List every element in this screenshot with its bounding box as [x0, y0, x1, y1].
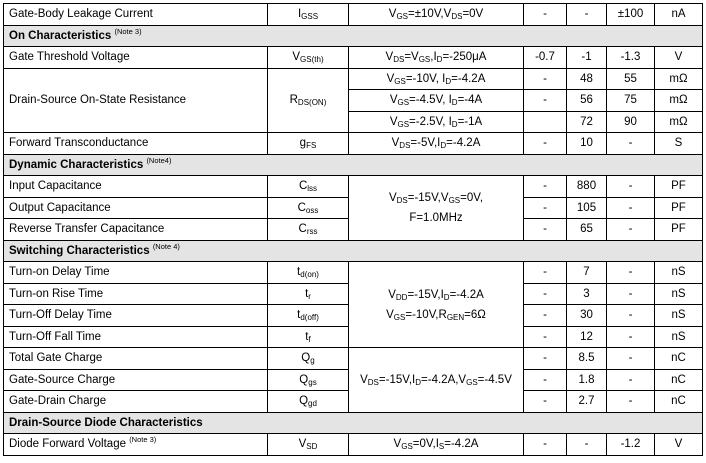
unit: V	[655, 434, 703, 456]
max-value: 75	[607, 90, 655, 112]
min-value: -	[524, 326, 567, 348]
unit: nA	[655, 4, 703, 26]
max-value: -	[607, 391, 655, 413]
condition: $V_{GS}=0V,I_S=-4.2A$	[349, 434, 524, 456]
condition: $V_{DS}=-15V,I_D=-4.2A,V_{GS}=-4.5V$	[349, 348, 524, 413]
symbol: $t_{d(on)}$	[268, 262, 349, 284]
symbol: $Q_{gs}$	[268, 369, 349, 391]
param-name: Gate-Body Leakage Current	[4, 4, 268, 26]
unit: PF	[655, 176, 703, 198]
table-row	[4, 176, 703, 198]
max-value: ±100	[607, 4, 655, 26]
min-value: -	[524, 283, 567, 305]
param-name: Reverse Transfer Capacitance	[4, 219, 268, 241]
max-value: -	[607, 197, 655, 219]
typ-value: 880	[567, 176, 607, 198]
param-name: Total Gate Charge	[4, 348, 268, 370]
min-value: -	[524, 4, 567, 26]
typ-value: 72	[567, 111, 607, 133]
condition: $V_{DS}=V_{GS},I_D=-250\mu A$	[349, 47, 524, 69]
max-value: -1.2	[607, 434, 655, 456]
condition: $V_{GS}=\pm 10V,V_{DS}=0V$	[349, 4, 524, 26]
max-value: -	[607, 133, 655, 155]
min-value: -	[524, 68, 567, 90]
max-value: -	[607, 262, 655, 284]
min-value: -0.7	[524, 47, 567, 69]
unit: V	[655, 47, 703, 69]
unit: nS	[655, 283, 703, 305]
max-value: -	[607, 283, 655, 305]
typ-value: -	[567, 434, 607, 456]
typ-value: 30	[567, 305, 607, 327]
unit: mΩ	[655, 90, 703, 112]
condition: $V_{DS}=-5V,I_D=-4.2A$	[349, 133, 524, 155]
min-value: -	[524, 90, 567, 112]
max-value: -	[607, 369, 655, 391]
param-name: Drain-Source On-State Resistance	[4, 68, 268, 133]
table-row	[4, 47, 703, 69]
typ-value: 65	[567, 219, 607, 241]
unit: S	[655, 133, 703, 155]
symbol: $C_{rss}$	[268, 219, 349, 241]
param-name: Output Capacitance	[4, 197, 268, 219]
min-value: -	[524, 305, 567, 327]
symbol: $I_{GSS}$	[268, 4, 349, 26]
param-name: Turn-on Rise Time	[4, 283, 268, 305]
param-name: Gate-Source Charge	[4, 369, 268, 391]
max-value: 55	[607, 68, 655, 90]
symbol: $V_{GS(th)}$	[268, 47, 349, 69]
param-name: Gate Threshold Voltage	[4, 47, 268, 69]
typ-value: 8.5	[567, 348, 607, 370]
unit: nS	[655, 262, 703, 284]
section-header-switching	[4, 240, 703, 262]
table-row	[4, 434, 703, 456]
max-value: -	[607, 348, 655, 370]
symbol: $C_{lss}$	[268, 176, 349, 198]
param-name: Turn-Off Delay Time	[4, 305, 268, 327]
symbol: $Q_g$	[268, 348, 349, 370]
section-header-dynamic	[4, 154, 703, 176]
section-header-diode	[4, 412, 703, 434]
electrical-characteristics-table	[3, 3, 703, 456]
symbol: $R_{DS(ON)}$	[268, 68, 349, 133]
max-value: -	[607, 326, 655, 348]
symbol: $g_{FS}$	[268, 133, 349, 155]
unit: nC	[655, 348, 703, 370]
symbol: $C_{oss}$	[268, 197, 349, 219]
min-value: -	[524, 369, 567, 391]
section-title: Switching Characteristics $^{(Note 4)}$	[4, 240, 703, 262]
typ-value: 3	[567, 283, 607, 305]
section-title: Drain-Source Diode Characteristics	[4, 412, 703, 434]
typ-value: 10	[567, 133, 607, 155]
table-row	[4, 4, 703, 26]
section-title: Dynamic Characteristics $^{(Note4)}$	[4, 154, 703, 176]
section-header-on	[4, 25, 703, 47]
unit: nS	[655, 305, 703, 327]
symbol: $Q_{gd}$	[268, 391, 349, 413]
table-row	[4, 262, 703, 284]
min-value: -	[524, 219, 567, 241]
unit: nC	[655, 391, 703, 413]
max-value: 90	[607, 111, 655, 133]
table-row	[4, 348, 703, 370]
typ-value: 7	[567, 262, 607, 284]
min-value: -	[524, 133, 567, 155]
unit: PF	[655, 219, 703, 241]
max-value: -	[607, 219, 655, 241]
symbol: $t_{d(off)}$	[268, 305, 349, 327]
section-title: On Characteristics $^{(Note 3)}$	[4, 25, 703, 47]
param-name: Forward Transconductance	[4, 133, 268, 155]
min-value: -	[524, 176, 567, 198]
condition: $V_{DS}=-15V,V_{GS}=0V$, F=1.0MHz	[349, 176, 524, 241]
symbol: $t_f$	[268, 326, 349, 348]
typ-value: 48	[567, 68, 607, 90]
min-value: -	[524, 197, 567, 219]
unit: nC	[655, 369, 703, 391]
condition: $V_{GS}=-2.5V$, $I_D=-1A$	[349, 111, 524, 133]
typ-value: 105	[567, 197, 607, 219]
min-value: -	[524, 348, 567, 370]
unit: PF	[655, 197, 703, 219]
typ-value: -1	[567, 47, 607, 69]
param-name: Turn-Off Fall Time	[4, 326, 268, 348]
table-row	[4, 68, 703, 90]
param-name: Turn-on Delay Time	[4, 262, 268, 284]
unit: mΩ	[655, 111, 703, 133]
param-name: Gate-Drain Charge	[4, 391, 268, 413]
table-row	[4, 133, 703, 155]
min-value: -	[524, 262, 567, 284]
condition: $V_{DD}=-15V,I_D=-4.2A$ $V_{GS}=-10V,R_{GEN}=6\Omega$	[349, 262, 524, 348]
typ-value: 12	[567, 326, 607, 348]
typ-value: 2.7	[567, 391, 607, 413]
typ-value: -	[567, 4, 607, 26]
condition: $V_{GS}=-10V$, $I_D=-4.2A$	[349, 68, 524, 90]
symbol: $V_{SD}$	[268, 434, 349, 456]
typ-value: 56	[567, 90, 607, 112]
unit: nS	[655, 326, 703, 348]
spec-table-wrapper	[3, 3, 703, 456]
symbol: $t_r$	[268, 283, 349, 305]
max-value: -	[607, 305, 655, 327]
condition: $V_{GS}=-4.5V$, $I_D=-4A$	[349, 90, 524, 112]
param-name: Diode Forward Voltage $^{(Note 3)}$	[4, 434, 268, 456]
max-value: -1.3	[607, 47, 655, 69]
param-name: Input Capacitance	[4, 176, 268, 198]
unit: mΩ	[655, 68, 703, 90]
max-value: -	[607, 176, 655, 198]
min-value: -	[524, 434, 567, 456]
typ-value: 1.8	[567, 369, 607, 391]
min-value: -	[524, 391, 567, 413]
min-value	[524, 111, 567, 133]
